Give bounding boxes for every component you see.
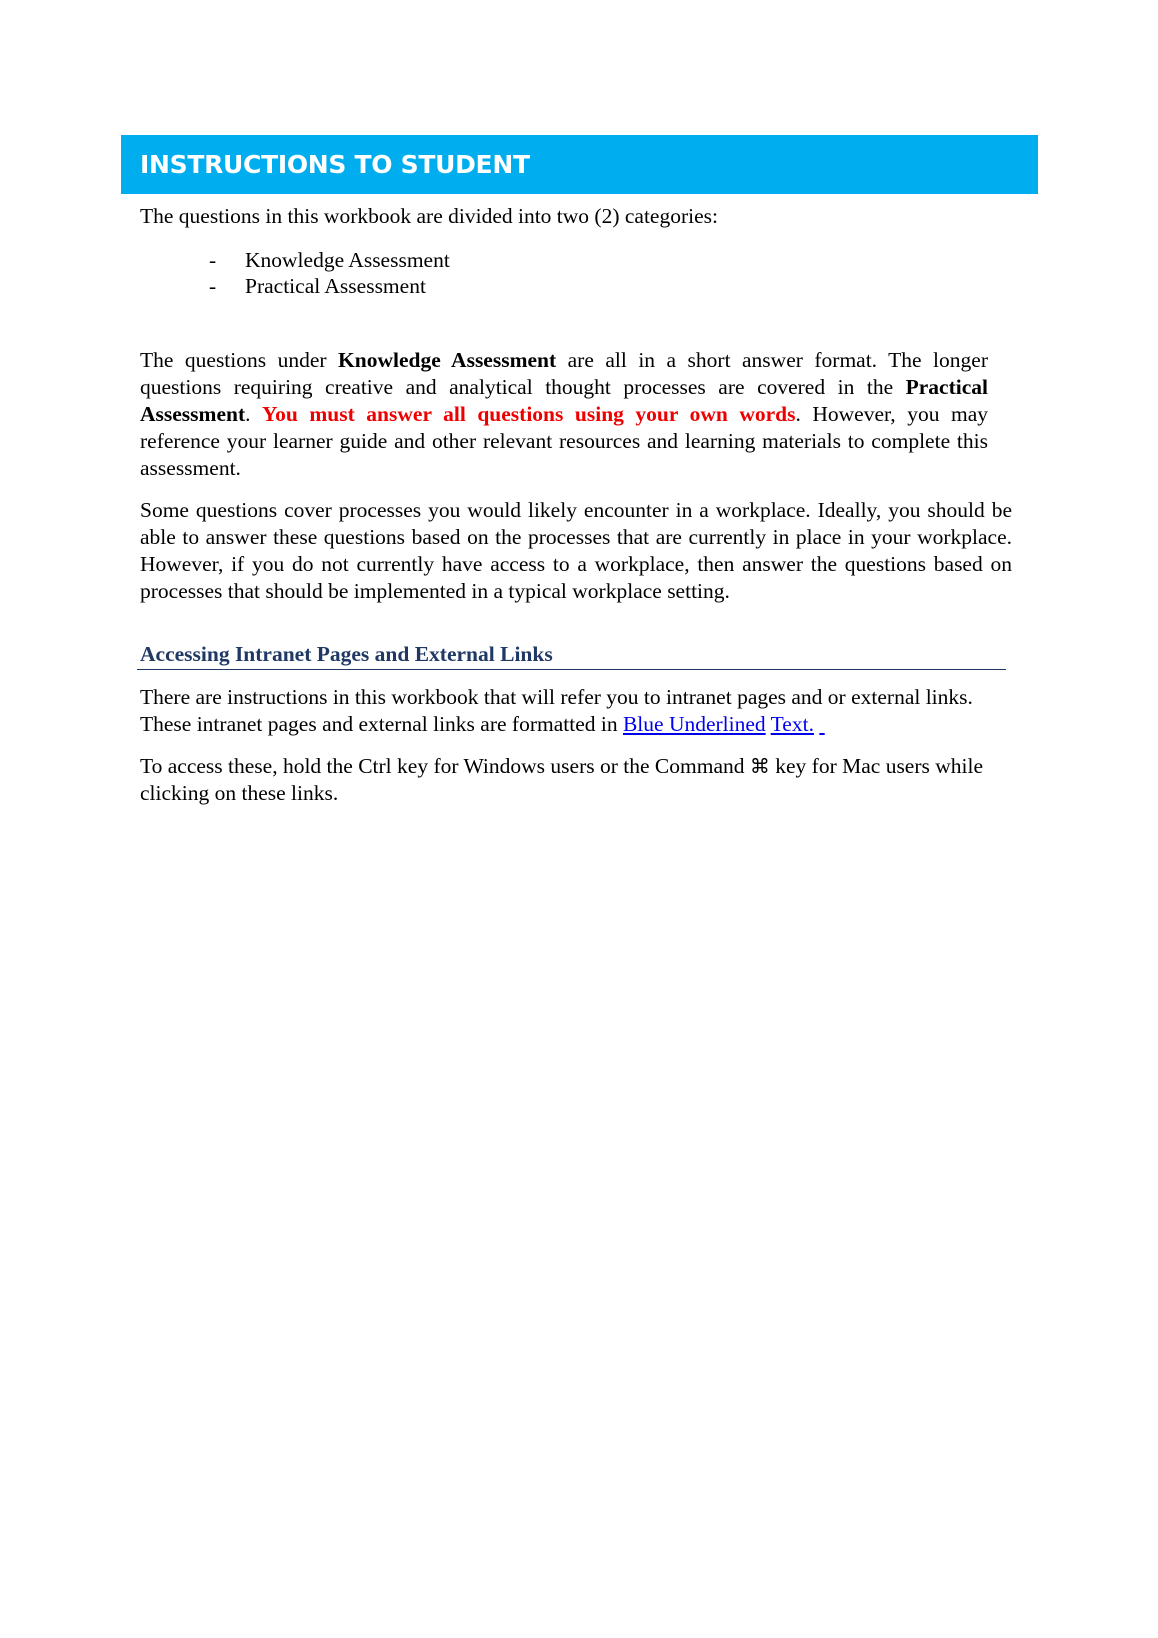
intro-text: The questions in this workbook are divided into two (2) categories: <box>140 204 718 228</box>
assessment-format-paragraph <box>140 347 988 482</box>
workplace-paragraph: Some questions cover processes you would likely encounter in a workplace. Ideally, you should be able to answer these questions based on the processes that are currently in place in your workplace. However, if you do not currently have access to a workplace, then answer the questions based on processes that should be implemented in a typical workplace setting. <box>140 498 1012 603</box>
para1-text: are all in a short answer format. The longer questions requiring creative and analytical thought processes are covered in the <box>140 348 988 399</box>
section-heading <box>137 640 1006 670</box>
links-line-2: These intranet pages and external links are formatted in <box>140 712 623 736</box>
instructions-banner <box>121 135 1038 194</box>
banner-title: INSTRUCTIONS TO STUDENT <box>140 150 530 179</box>
trailing-link-space <box>819 712 824 736</box>
list-item <box>140 247 450 273</box>
command-key-icon: ⌘ <box>749 754 770 778</box>
links-paragraph <box>140 684 973 738</box>
para1-text: . However, you may reference your learner guide and other relevant resources and learning materials to complete this assessment. <box>140 402 988 480</box>
blue-underlined-link[interactable]: Blue Underlined <box>622 712 766 736</box>
knowledge-assessment-bold: Knowledge Assessment <box>338 348 557 372</box>
para1-text: . <box>245 402 263 426</box>
list-dash: - <box>209 248 217 272</box>
links-line-1: There are instructions in this workbook that will refer you to intranet pages and or external links. <box>140 685 973 709</box>
list-dash: - <box>209 274 217 298</box>
categories-list <box>140 247 450 299</box>
list-item-label: Knowledge Assessment <box>245 248 450 272</box>
para4-text: key for Mac users while clicking on these links. <box>140 754 984 805</box>
list-item-label: Practical Assessment <box>245 274 426 298</box>
list-item <box>140 273 450 299</box>
para1-text: The questions under <box>140 348 339 372</box>
own-words-warning: You must answer all questions using your own words <box>262 402 796 426</box>
section-heading-title: Accessing Intranet Pages and External Links <box>140 642 553 666</box>
text-link[interactable]: Text. <box>770 712 814 736</box>
access-instructions-paragraph <box>140 753 1020 807</box>
practical-assessment-bold: Practical Assessment <box>140 375 988 426</box>
para4-text: To access these, hold the Ctrl key for Windows users or the Command <box>140 754 750 778</box>
